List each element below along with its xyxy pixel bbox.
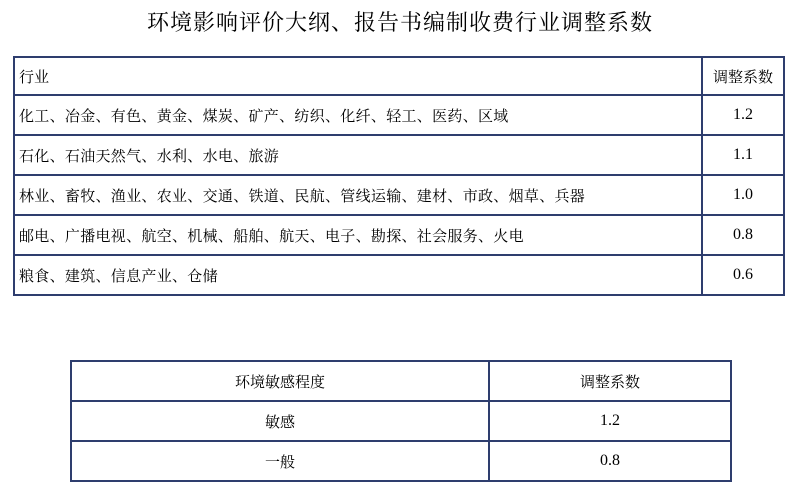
table-row xyxy=(14,215,784,255)
sensitivity-adjustment-table xyxy=(70,360,732,482)
coefficient-cell: 1.2 xyxy=(489,401,731,441)
table-row xyxy=(71,441,731,481)
industry-cell: 邮电、广播电视、航空、机械、船舶、航天、电子、勘探、社会服务、火电 xyxy=(14,215,702,255)
table-header-row xyxy=(71,361,731,401)
coefficient-cell: 0.6 xyxy=(702,255,784,295)
table-header-row xyxy=(14,57,784,95)
industry-column-header: 行业 xyxy=(14,57,702,95)
sensitivity-cell: 敏感 xyxy=(71,401,489,441)
coefficient-column-header: 调整系数 xyxy=(489,361,731,401)
industry-cell: 粮食、建筑、信息产业、仓储 xyxy=(14,255,702,295)
sensitivity-column-header: 环境敏感程度 xyxy=(71,361,489,401)
industry-cell: 林业、畜牧、渔业、农业、交通、铁道、民航、管线运输、建材、市政、烟草、兵器 xyxy=(14,175,702,215)
coefficient-cell: 0.8 xyxy=(702,215,784,255)
table-row xyxy=(71,401,731,441)
table-row xyxy=(14,135,784,175)
coefficient-cell: 0.8 xyxy=(489,441,731,481)
coefficient-cell: 1.2 xyxy=(702,95,784,135)
page-title: 环境影响评价大纲、报告书编制收费行业调整系数 xyxy=(146,11,653,36)
coefficient-column-header: 调整系数 xyxy=(702,57,784,95)
coefficient-cell: 1.0 xyxy=(702,175,784,215)
industry-adjustment-table xyxy=(13,56,785,296)
industry-cell: 石化、石油天然气、水利、水电、旅游 xyxy=(14,135,702,175)
industry-cell: 化工、冶金、有色、黄金、煤炭、矿产、纺织、化纤、轻工、医药、区域 xyxy=(14,95,702,135)
table-row xyxy=(14,95,784,135)
table-row xyxy=(14,175,784,215)
coefficient-cell: 1.1 xyxy=(702,135,784,175)
sensitivity-cell: 一般 xyxy=(71,441,489,481)
table-row xyxy=(14,255,784,295)
